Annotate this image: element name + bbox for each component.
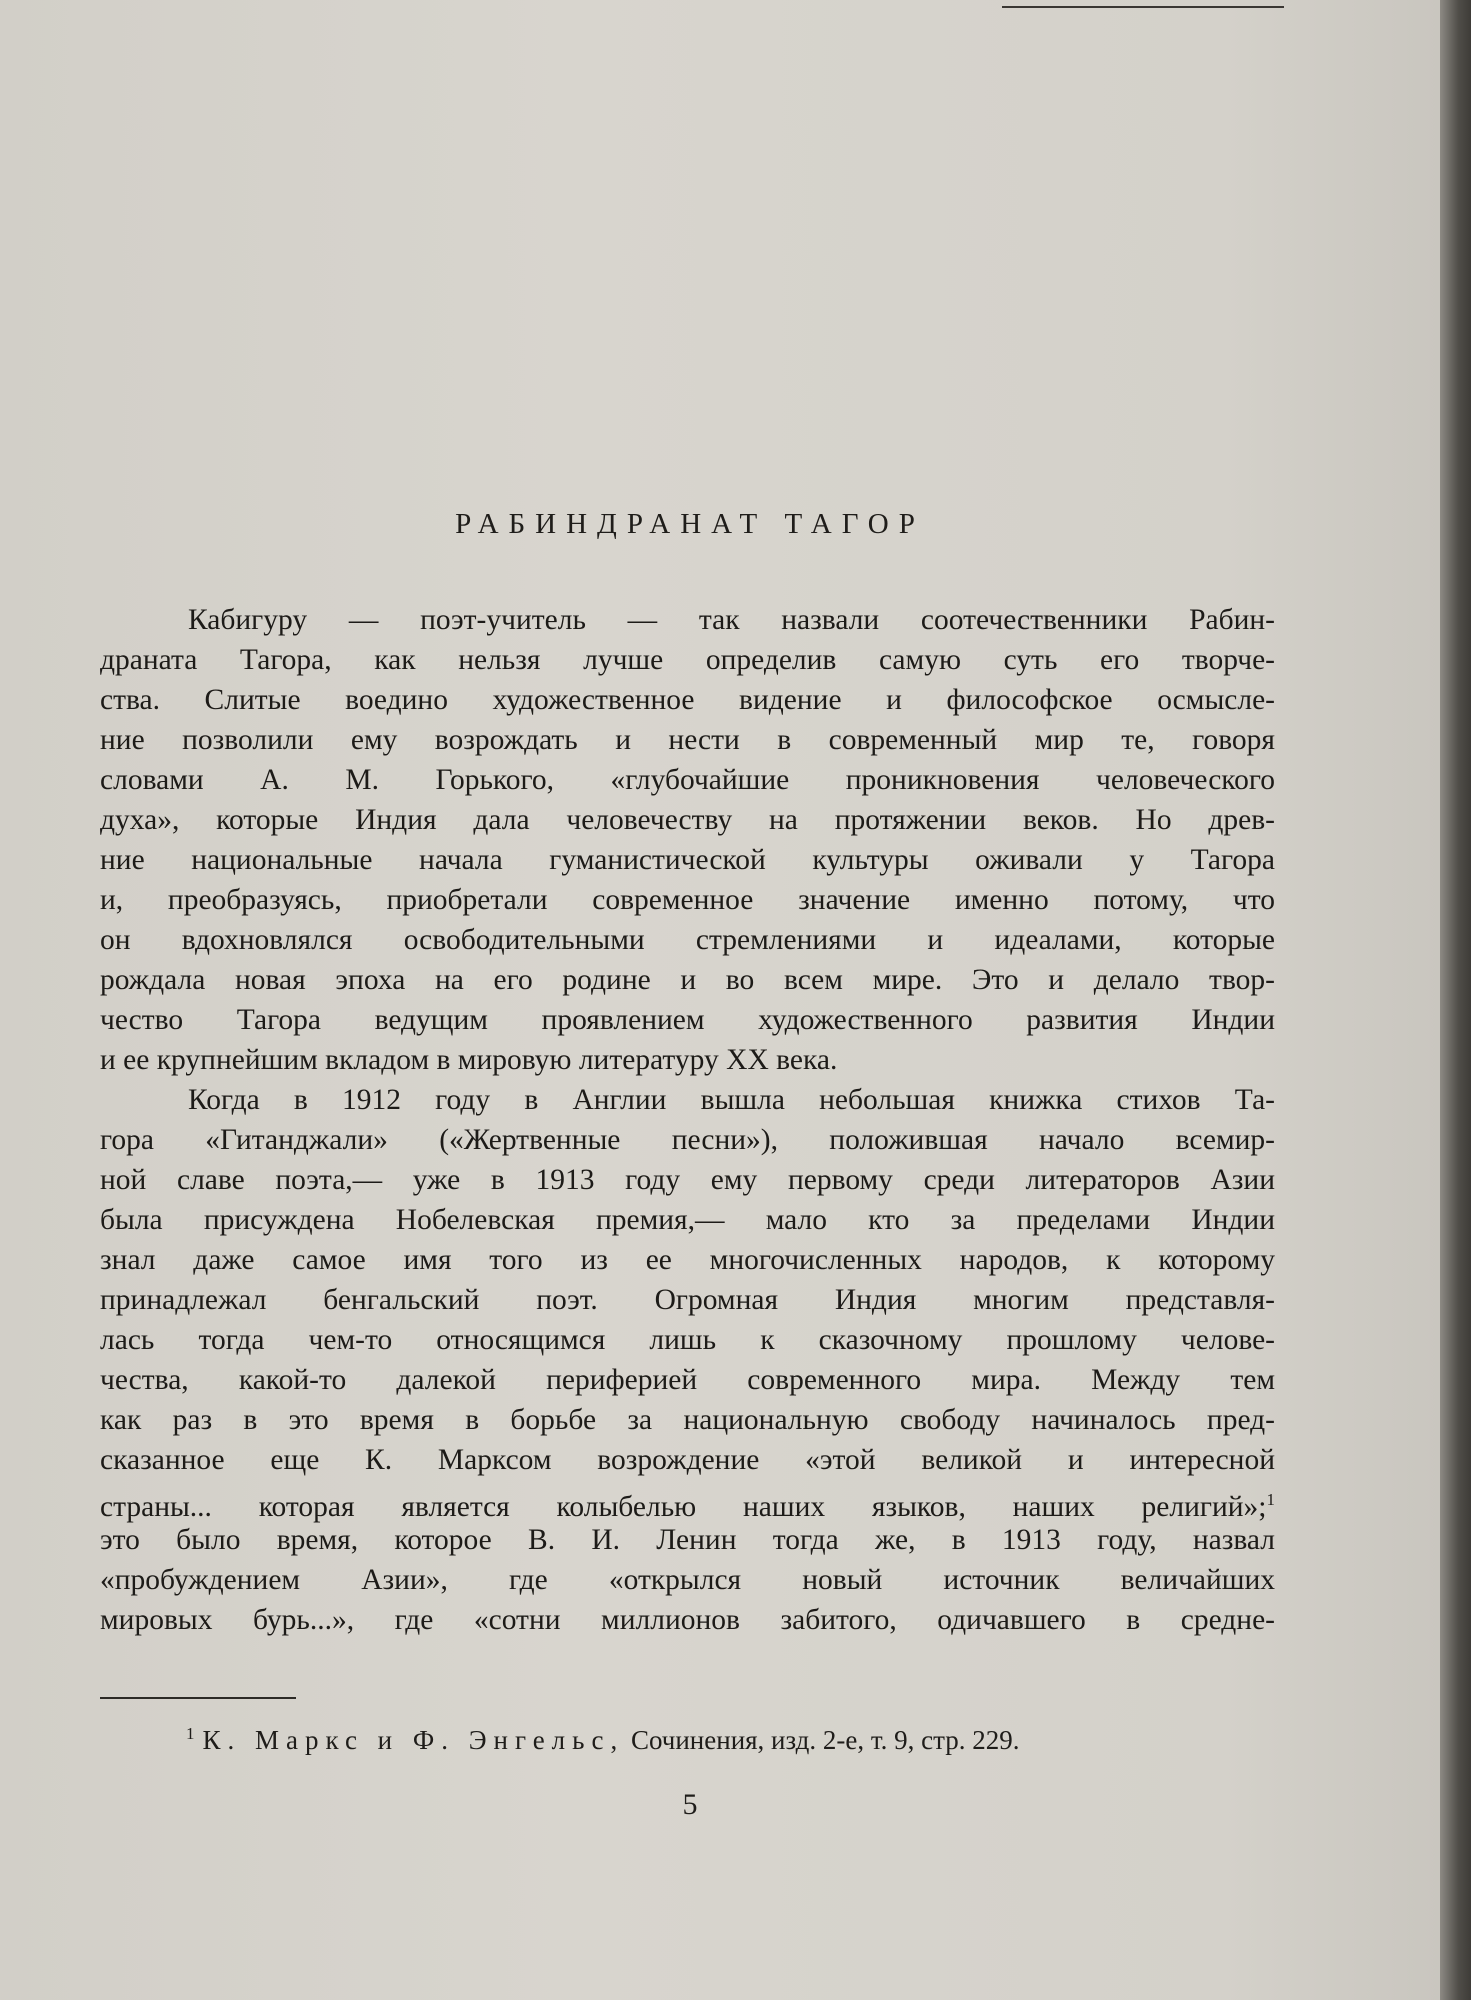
text-line: принадлежал бенгальский поэт. Огромная Индия многим представля- [100, 1284, 1275, 1316]
text-line: и ее крупнейшим вкладом в мировую литературу XX века. [100, 1044, 838, 1076]
text-line: сказанное еще К. Марксом возрождение «этой великой и интересной [100, 1444, 1275, 1476]
text-line: Когда в 1912 году в Англии вышла небольшая книжка стихов Та- [188, 1084, 1275, 1116]
bleed-through-text [112, 28, 1292, 67]
text-line: чество Тагора ведущим проявлением художественного развития Индии [100, 1004, 1275, 1036]
text-line: мировых бурь...», где «сотни миллионов забитого, одичавшего в средне- [100, 1604, 1275, 1636]
text-line: драната Тагора, как нельзя лучше определив самую суть его творче- [100, 644, 1275, 676]
text-line: была присуждена Нобелевская премия,— мало кто за пределами Индии [100, 1204, 1275, 1236]
text-line: он вдохновлялся освободительными стремлениями и идеалами, которые [100, 924, 1275, 956]
text-line: словами А. М. Горького, «глубочайшие проникновения человеческого [100, 764, 1275, 796]
footnote-source: Сочинения, изд. 2-е, т. 9, стр. 229. [630, 1725, 1020, 1755]
text-line: и, преобразуясь, приобретали современное значение именно потому, что [100, 884, 1275, 916]
text-line: это было время, которое В. И. Ленин тогда же, в 1913 году, назвал [100, 1524, 1275, 1556]
text-line: знал даже самое имя того из ее многочисленных народов, к которому [100, 1244, 1275, 1276]
text-line: Кабигуру — поэт-учитель — так назвали соотечественники Рабин- [188, 604, 1275, 636]
text-line: духа», которые Индия дала человечеству на протяжении веков. Но древ- [100, 804, 1275, 836]
text-line: ной славе поэта,— уже в 1913 году ему первому среди литераторов Азии [100, 1164, 1275, 1196]
footnote-marker: 1 [186, 1724, 195, 1743]
text-line: лась тогда чем-то относящимся лишь к сказочному прошлому челове- [100, 1324, 1275, 1356]
text-line: рождала новая эпоха на его родине и во всем мире. Это и делало твор- [100, 964, 1275, 996]
footnote-rule [100, 1697, 296, 1699]
top-rule [1002, 6, 1284, 8]
page-number: 5 [682, 1788, 698, 1821]
paragraph-2 [100, 1080, 1275, 1640]
page-edge-shadow [1440, 0, 1471, 2000]
text-line: «пробуждением Азии», где «открылся новый источник величайших [100, 1564, 1275, 1596]
text-line: как раз в это время в борьбе за национальную свободу начиналось пред- [100, 1404, 1275, 1436]
chapter-title: РАБИНДРАНАТ ТАГОР [455, 508, 925, 540]
text-line: ние национальные начала гуманистической культуры оживали у Тагора [100, 844, 1275, 876]
footnote-authors: К. Маркс и Ф. Энгельс, [202, 1725, 625, 1755]
text-line: гора «Гитанджали» («Жертвенные песни»), положившая начало всемир- [100, 1124, 1275, 1156]
footnote-reference: 1 [1266, 1490, 1275, 1509]
text-line: чества, какой-то далекой периферией современного мира. Между тем [100, 1364, 1275, 1396]
footnote [186, 1724, 1276, 1756]
text-line: ства. Слитые воедино художественное видение и философское осмысле- [100, 684, 1275, 716]
text-line-with-footnote [100, 1480, 1275, 1523]
body-text [100, 600, 1275, 1640]
paragraph-1 [100, 600, 1275, 1080]
text-line-content: страны... которая является колыбелью наших языков, наших религий»; [100, 1490, 1267, 1523]
text-line: ние позволили ему возрождать и нести в современный мир те, говоря [100, 724, 1275, 756]
